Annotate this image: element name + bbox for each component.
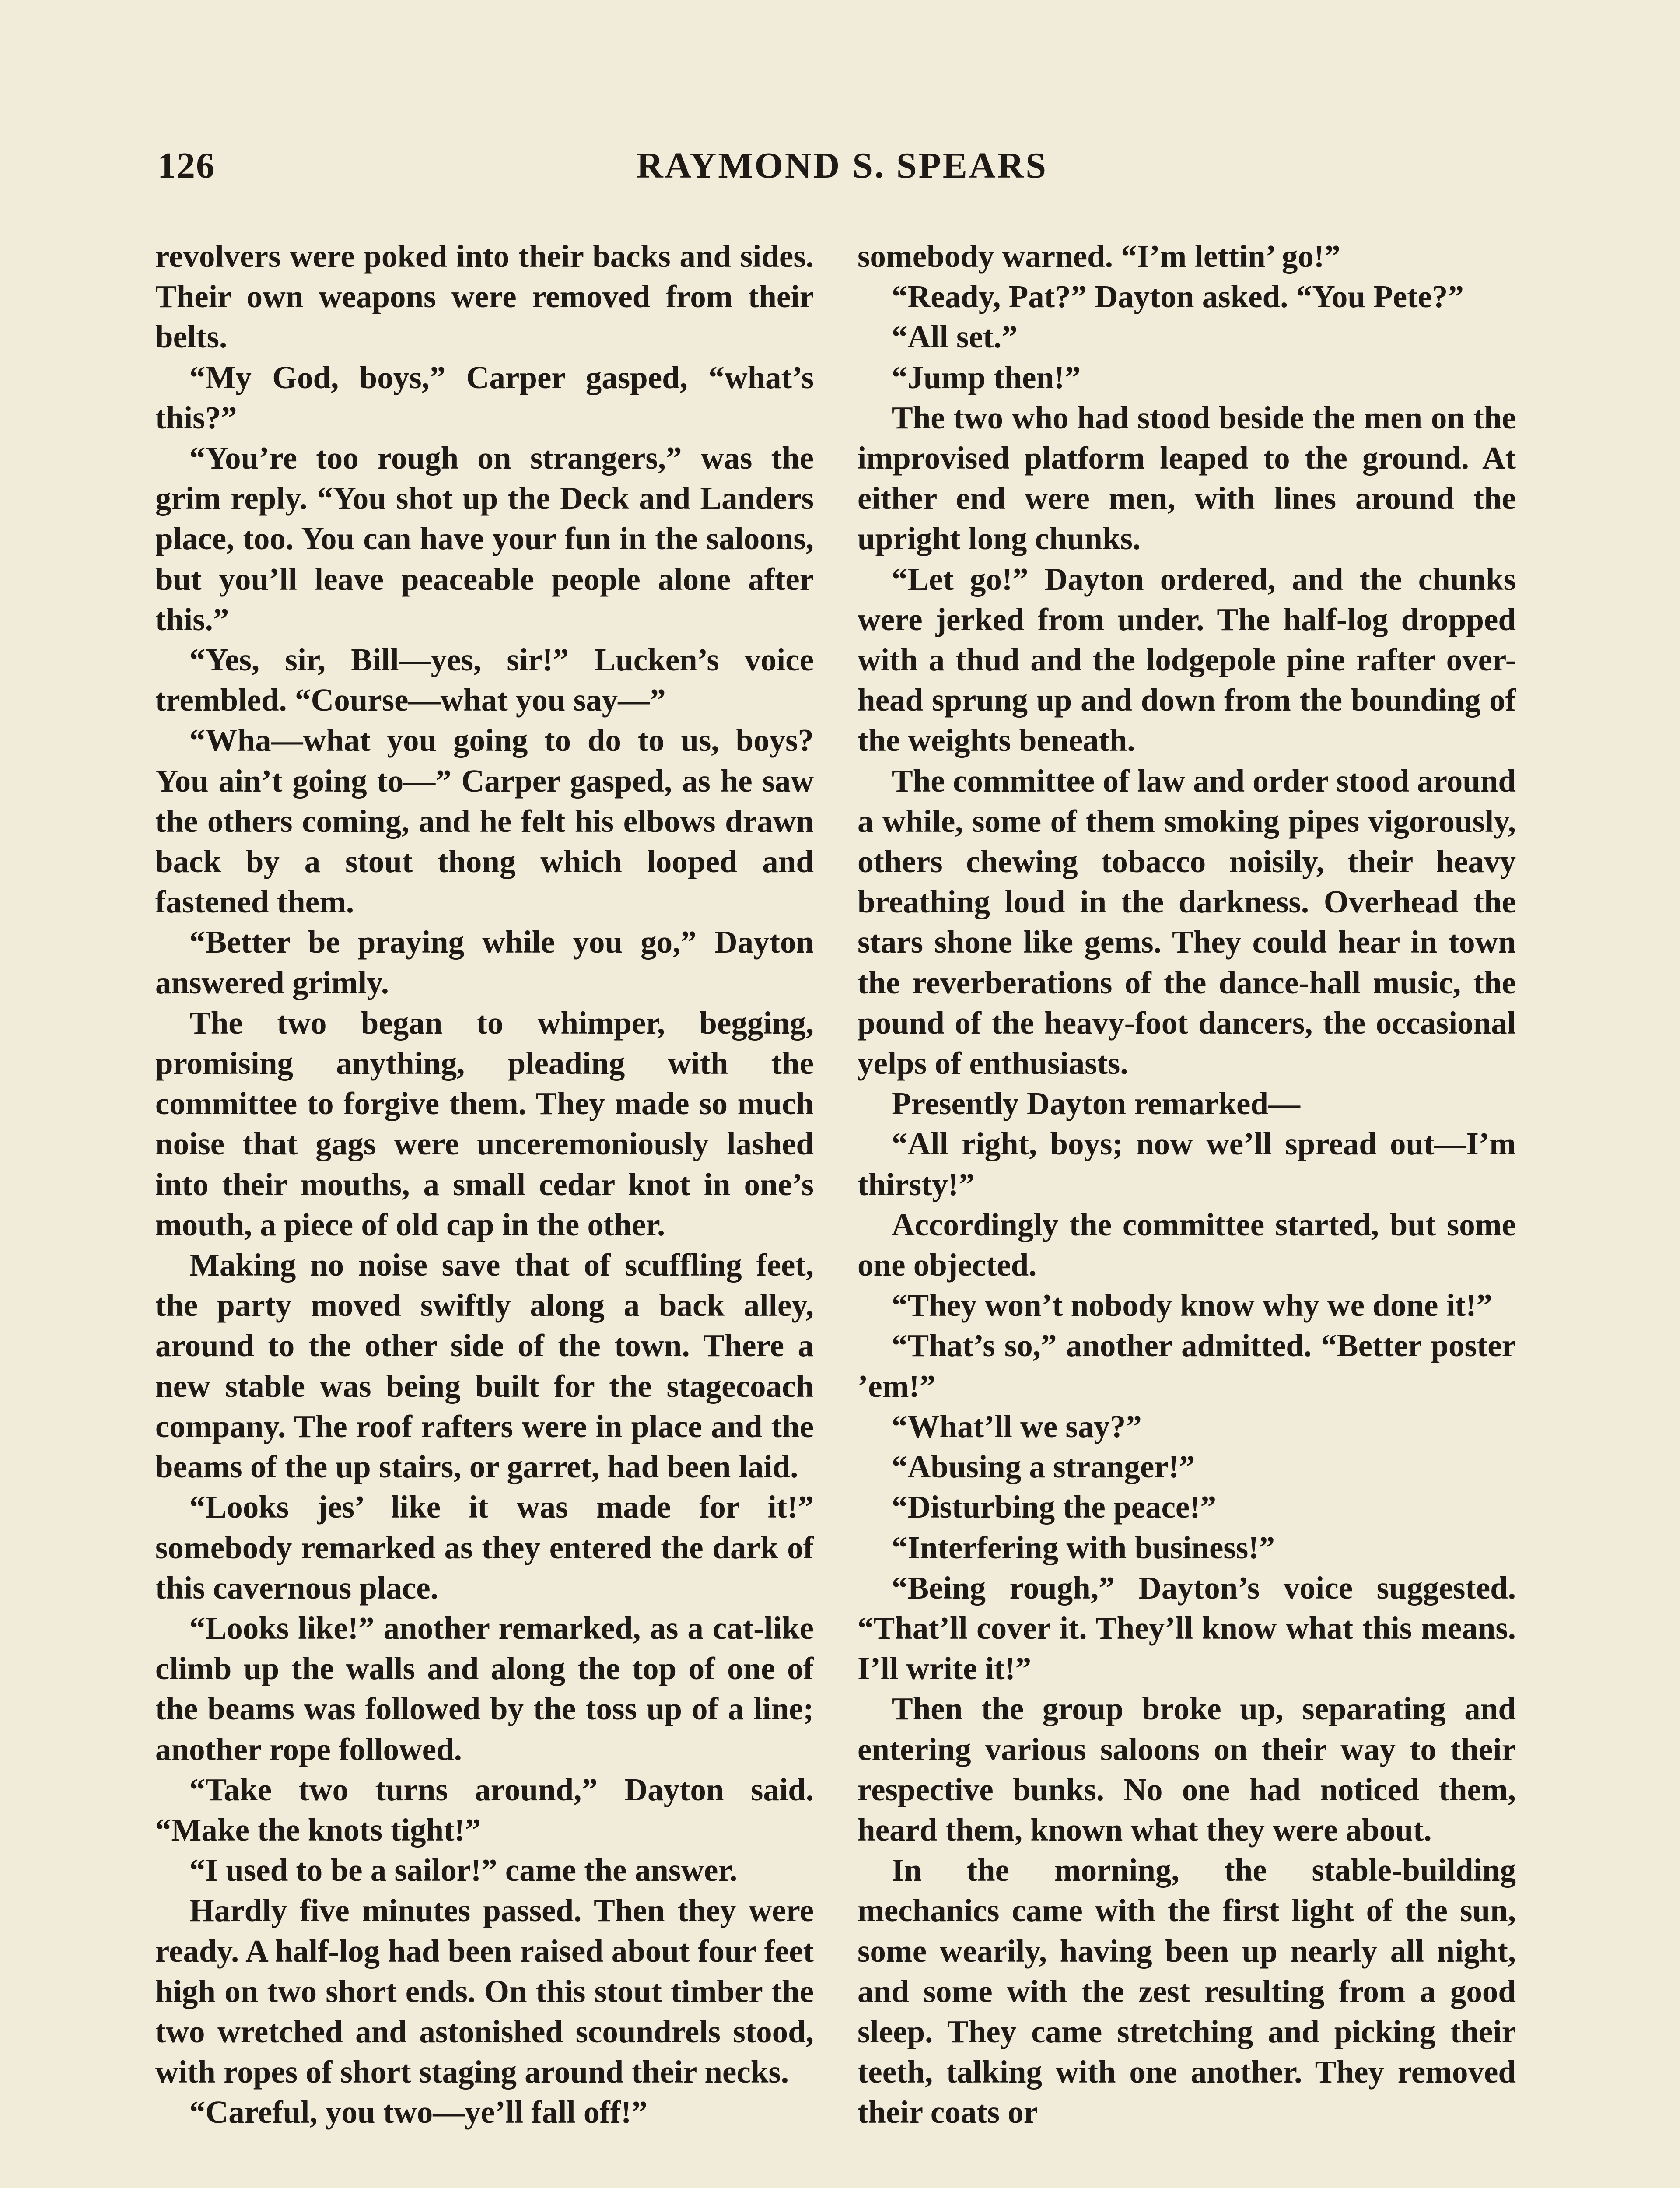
paragraph: Making no noise save that of scuffling feet, the party moved swiftly along a back alley, around to the other side of the town. There a new stable was being built for the stagecoach company. The roof rafters were in place and the beams of the up stairs, or garret, had been laid. (155, 1247, 814, 1485)
page-header (158, 144, 1527, 197)
paragraph: Accordingly the committee started, but some one objected. (858, 1206, 1516, 1283)
paragraph: “Interfering with business!” (892, 1529, 1275, 1565)
paragraph: “Ready, Pat?” Dayton asked. “You Pete?” (892, 279, 1464, 315)
paragraph: “What’ll we say?” (892, 1408, 1142, 1444)
paragraph: revolvers were poked into their backs and sides. Their own weapons were removed from their belts. (155, 238, 814, 355)
page-number: 126 (158, 145, 215, 186)
running-head: RAYMOND S. SPEARS (636, 145, 1048, 186)
paragraph: In the morning, the stable-building mechanics came with the first light of the sun, some wearily, having been up nearly all night, and some with the zest resulting from a good sleep. They came stretching and picking their teeth, talking with one another. They removed their coats or (858, 1852, 1516, 2130)
paragraph: “All set.” (892, 319, 1018, 355)
paragraph: “Yes, sir, Bill—yes, sir!” Lucken’s voice trembled. “Course—what you say—” (155, 642, 814, 718)
paragraph: “Disturbing the peace!” (892, 1489, 1217, 1525)
paragraph: “Wha—what you going to do to us, boys? You ain’t going to—” Carper gasped, as he saw the others coming, and he felt his elbows drawn back by a stout thong which looped and fastened them. (155, 722, 814, 920)
paragraph: “You’re too rough on strangers,” was the grim reply. “You shot up the Deck and Landers place, too. You can have your fun in the saloons, but you’ll leave peaceable people alone after this.” (155, 440, 814, 637)
paragraph: Then the group broke up, separating and entering various saloons on their way to their respective bunks. No one had noticed them, heard them, known what they were about. (858, 1691, 1516, 1848)
paragraph: “Being rough,” Dayton’s voice suggested. “That’ll cover it. They’ll know what this means. I’ll write it!” (858, 1570, 1516, 1687)
paragraph: Hardly five minutes passed. Then they were ready. A half-log had been raised about four feet high on two short ends. On this stout timber the two wretched and astonished scoundrels stood, with ropes of short staging around their necks. (155, 1893, 814, 2090)
paragraph: The committee of law and order stood around a while, some of them smoking pipes vigorously, others chewing tobacco noisily, their heavy breathing loud in the darkness. Overhead the stars shone like gems. They could hear in town the reverberations of the dance-hall music, the pound of the heavy-foot dancers, the occasional yelps of enthusiasts. (858, 763, 1516, 1081)
paragraph: The two began to whimper, begging, promising anything, pleading with the committee to forgive them. They made so much noise that gags were unceremoniously lashed into their mouths, a small cedar knot in one’s mouth, a piece of old cap in the other. (155, 1005, 814, 1242)
paragraph: “That’s so,” another admitted. “Better poster ’em!” (858, 1328, 1516, 1404)
paragraph: “Looks jes’ like it was made for it!” somebody remarked as they entered the dark of this cavernous place. (155, 1489, 814, 1606)
paragraph: Presently Dayton remarked— (892, 1086, 1300, 1122)
paragraph: “Careful, you two—ye’ll fall off!” (189, 2094, 648, 2130)
paragraph: “All right, boys; now we’ll spread out—I’m thirsty!” (858, 1126, 1516, 1202)
paragraph: somebody warned. “I’m lettin’ go!” (858, 238, 1340, 274)
paragraph: “Jump then!” (892, 359, 1081, 395)
paragraph: “Better be praying while you go,” Dayton answered grimly. (155, 924, 814, 1000)
paragraph: “My God, boys,” Carper gasped, “what’s this?” (155, 359, 814, 435)
right-column (858, 236, 1516, 2133)
paragraph: “I used to be a sailor!” came the answer. (189, 1852, 738, 1888)
paragraph: “Take two turns around,” Dayton said. “Make the knots tight!” (155, 1771, 814, 1848)
paragraph: “They won’t nobody know why we done it!” (892, 1287, 1493, 1323)
paragraph: The two who had stood beside the men on the improvised platform leaped to the ground. At either end were men, with lines around the upright long chunks. (858, 400, 1516, 557)
paragraph: “Looks like!” another remarked, as a cat-like climb up the walls and along the top of one of the beams was followed by the toss up of a line; another rope followed. (155, 1610, 814, 1767)
paragraph: “Abusing a stranger!” (892, 1449, 1195, 1485)
left-column (155, 236, 814, 2133)
paragraph: “Let go!” Dayton ordered, and the chunks were jerked from under. The half-log dropped with a thud and the lodgepole pine rafter over-head sprung up and down from the bounding of the weights beneath. (858, 561, 1516, 758)
